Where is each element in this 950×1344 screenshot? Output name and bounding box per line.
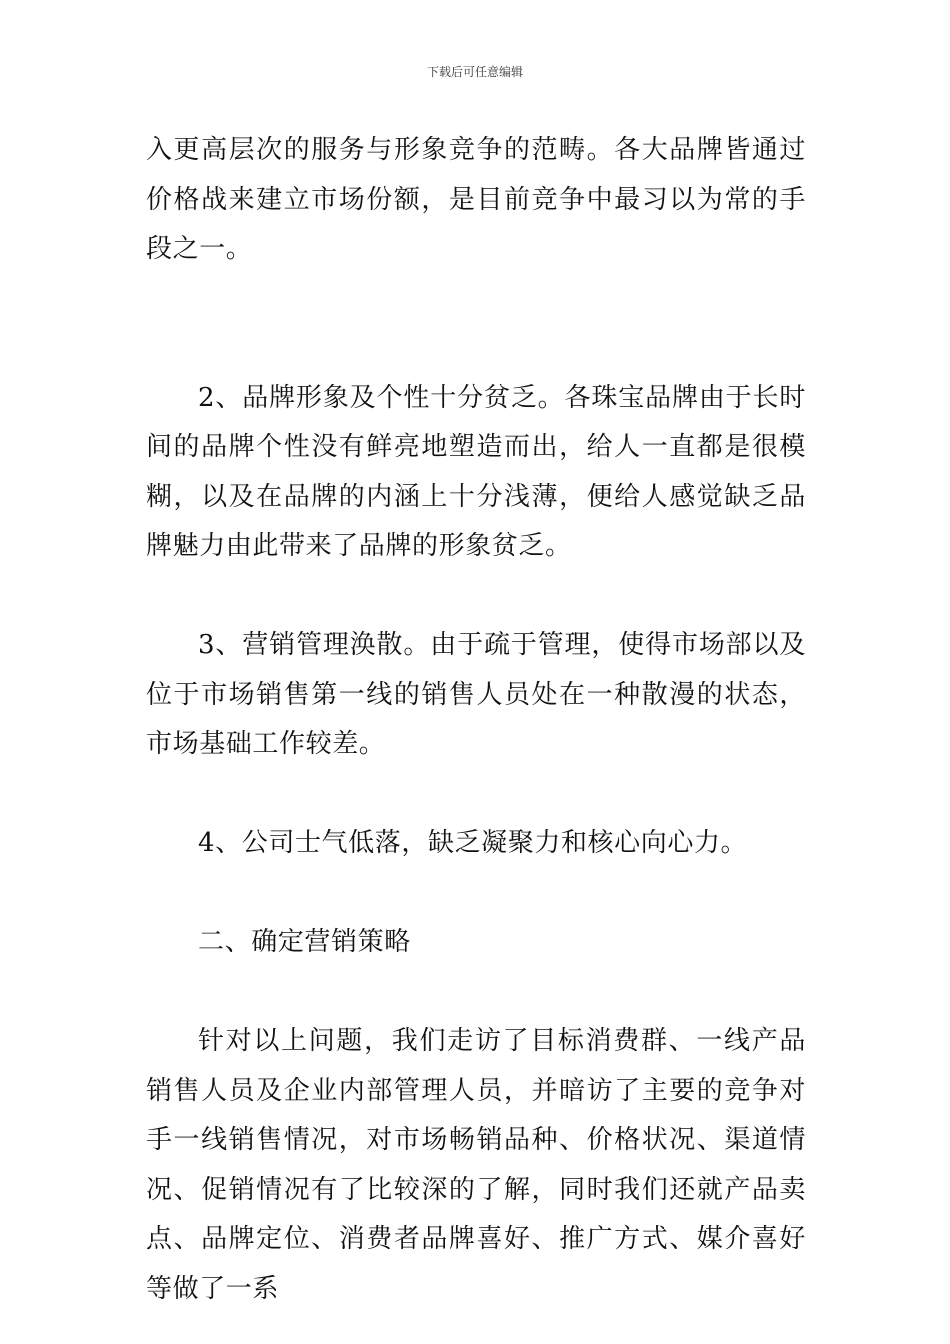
paragraph-continuation: 入更高层次的服务与形象竞争的范畴。各大品牌皆通过价格战来建立市场份额，是目前竞争中最习以为常的手段之一。 (146, 135, 806, 264)
paragraph-gap (146, 324, 806, 374)
paragraph-gap (146, 572, 806, 622)
paragraph-gap (146, 869, 806, 919)
paragraph-research: 针对以上问题，我们走访了目标消费群、一线产品销售人员及企业内部管理人员，并暗访了主要的竞争对手一线销售情况，对市场畅销品种、价格状况、渠道情况、促销情况有了比较深的了解，同时我们还就产品卖点、品牌定位、消费者品牌喜好、推广方式、媒介喜好等做了一系 (146, 1026, 806, 1304)
paragraph-marketing-management: 3、营销管理涣散。由于疏于管理，使得市场部以及位于市场销售第一线的销售人员处在一种散漫的状态，市场基础工作较差。 (146, 630, 806, 759)
paragraph-gap (146, 275, 806, 325)
paragraph-morale: 4、公司士气低落，缺乏凝聚力和核心向心力。 (198, 828, 748, 858)
paragraph-brand-image: 2、品牌形象及个性十分贫乏。各珠宝品牌由于长时间的品牌个性没有鲜亮地塑造而出，给人一直都是很模糊，以及在品牌的内涵上十分浅薄，便给人感觉缺乏品牌魅力由此带来了品牌的形象贫乏。 (146, 382, 806, 561)
section-heading-strategy: 二、确定营销策略 (198, 927, 411, 957)
page-header: 下载后可任意编辑 (426, 65, 523, 79)
paragraph-gap (146, 770, 806, 820)
document-body (146, 126, 806, 1314)
paragraph-gap (146, 968, 806, 1018)
